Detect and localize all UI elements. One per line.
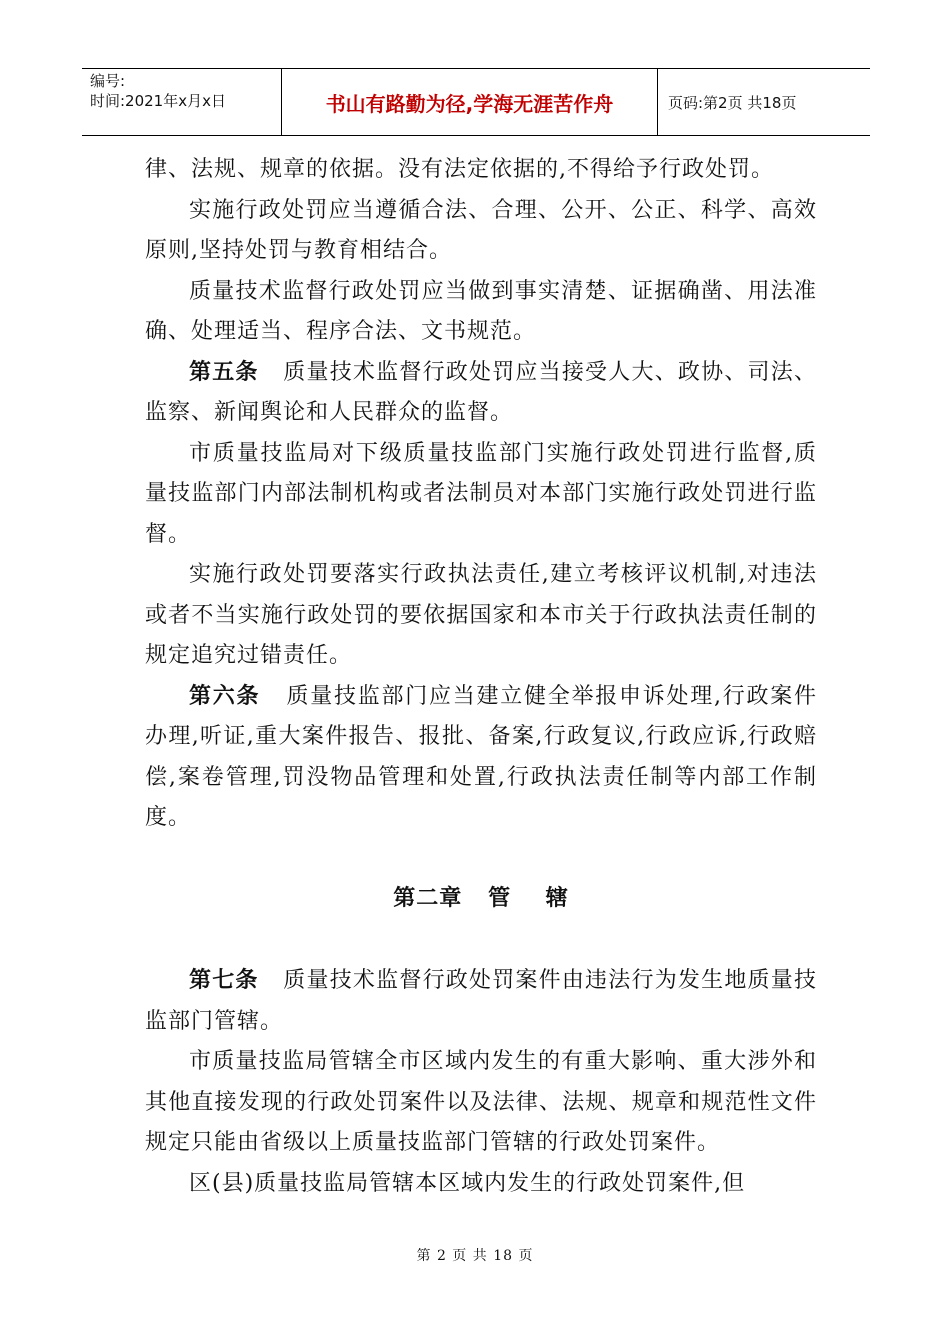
document-body [145,150,817,1204]
header-page-info: 页码:第2页 共18页 [668,93,797,112]
paragraph: 质量技术监督行政处罚应当做到事实清楚、证据确凿、用法准确、处理适当、程序合法、文书规范。 [145,278,817,344]
document-number-label: 编号: [90,72,126,90]
article-text: 质量技术监督行政处罚案件由违法行为发生地质量技监部门管辖。 [145,968,817,1034]
page-header [82,68,870,136]
article-number: 第七条 [189,968,259,993]
paragraph: 实施行政处罚要落实行政执法责任,建立考核评议机制,对违法或者不当实施行政处罚的要依据国家和本市关于行政执法责任制的规定追究过错责任。 [145,562,817,668]
chapter-title: 第二章 管 辖 [393,885,569,911]
paragraph: 市质量技监局管辖全市区域内发生的有重大影响、重大涉外和其他直接发现的行政处罚案件以及法律、法规、规章和规范性文件规定只能由省级以上质量技监部门管辖的行政处罚案件。 [145,1049,817,1155]
paragraph: 区(县)质量技监局管辖本区域内发生的行政处罚案件,但 [189,1170,746,1196]
paragraph: 实施行政处罚应当遵循合法、合理、公开、公正、科学、高效原则,坚持处罚与教育相结合。 [145,197,817,263]
header-meta [82,69,282,135]
article-text: 质量技术监督行政处罚应当接受人大、政协、司法、监察、新闻舆论和人民群众的监督。 [145,359,817,425]
page-footer: 第 2 页 共 18 页 [416,1248,534,1264]
article-paragraph [145,353,817,434]
article-paragraph [145,961,817,1042]
article-number: 第五条 [189,359,259,385]
paragraph: 律、法规、规章的依据。没有法定依据的,不得给予行政处罚。 [145,157,774,182]
paragraph: 市质量技监局对下级质量技监部门实施行政处罚进行监督,质量技监部门内部法制机构或者法制员对本部门实施行政处罚进行监督。 [145,440,817,547]
article-number: 第六条 [189,683,261,709]
header-motto: 书山有路勤为径,学海无涯苦作舟 [282,69,658,135]
document-time-label: 时间:2021年x月x日 [90,92,226,110]
article-paragraph [145,677,817,839]
article-text: 质量技监部门应当建立健全举报申诉处理,行政案件办理,听证,重大案件报告、报批、备案,行政复议,行政应诉,行政赔偿,案卷管理,罚没物品管理和处置,行政执法责任制等内部工作制度。 [145,683,817,830]
